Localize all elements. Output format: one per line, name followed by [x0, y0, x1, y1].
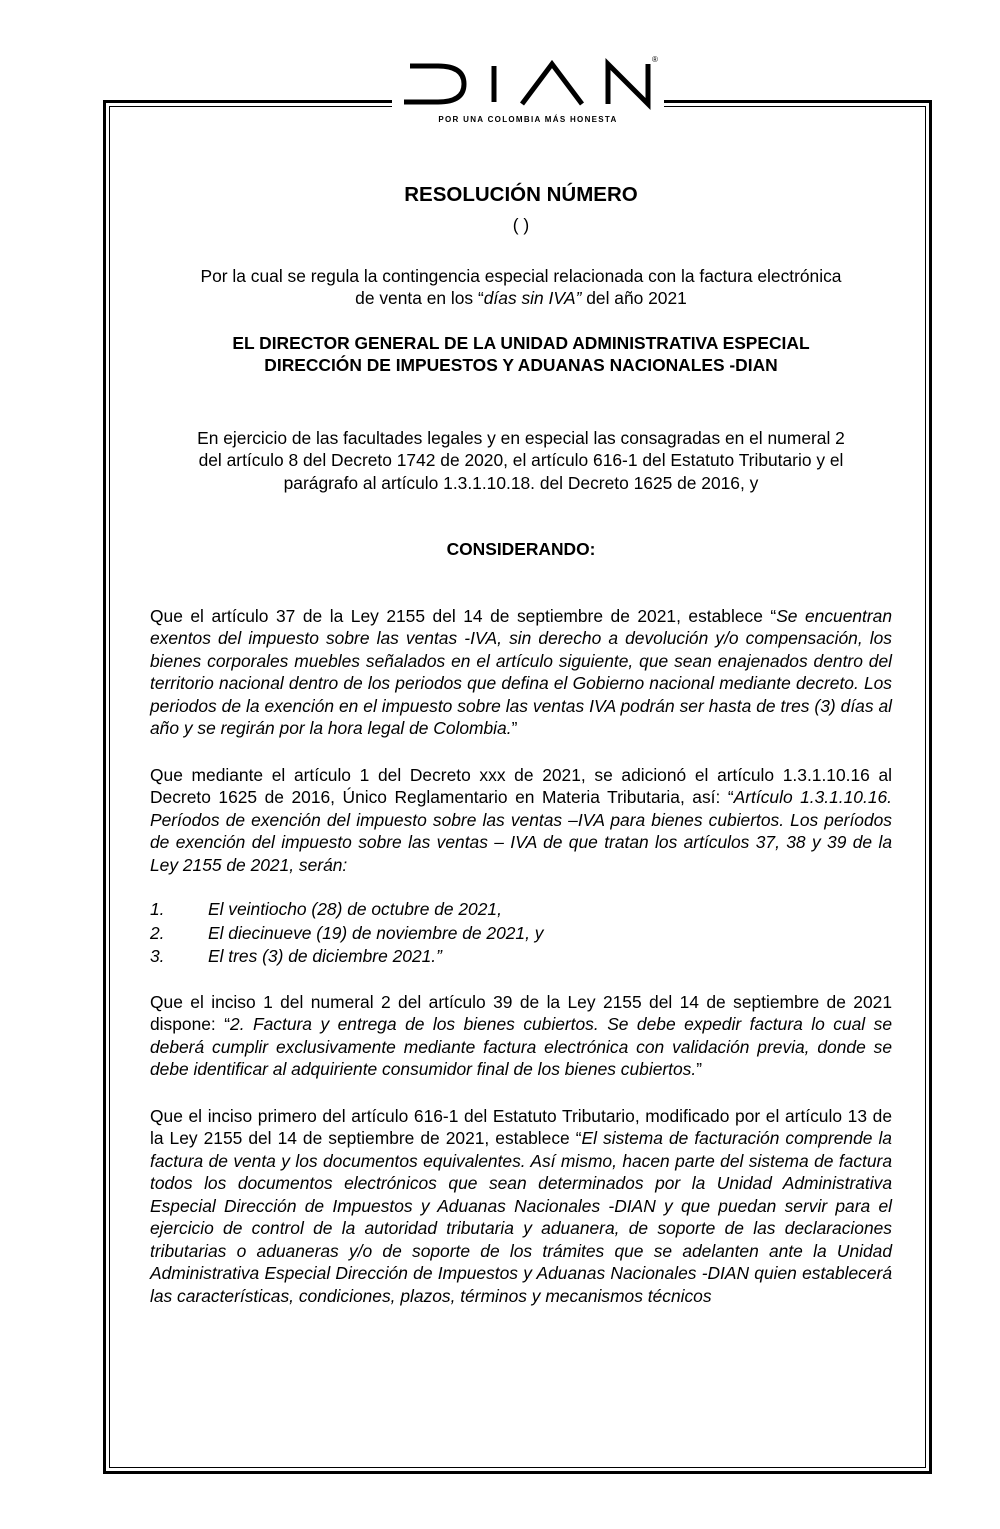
paragraph-4-text: Que el inciso primero del artículo 616-1 del Estatuto Tributario, modificado por el artículo 13 de la Ley 2155 del 14 de septiembre de 2021, establece “ [150, 1105, 892, 1148]
paragraph-3-close: ” [696, 1059, 702, 1079]
faculties [150, 427, 892, 495]
paragraph-2-text: Que mediante el artículo 1 del Decreto xxx de 2021, se adicionó el artículo 1.3.1.10.16 al Decreto 1625 de 2016, Único Reglamentario en Materia Tributaria, así: “ [150, 764, 892, 807]
subject-line-2-end: del año 2021 [581, 288, 687, 308]
subject-italic: días sin IVA” [483, 288, 582, 308]
faculties-line-1: En ejercicio de las facultades legales y en especial las consagradas en el numeral 2 [197, 427, 845, 448]
paragraph-2 [150, 764, 892, 877]
list-item-number: 1. [150, 899, 165, 919]
list-item [150, 898, 892, 922]
considerando-heading: CONSIDERANDO: [446, 539, 596, 559]
paragraph-3 [150, 991, 892, 1081]
list-item [150, 945, 892, 969]
subject-line-2-text: de venta en los “ [355, 288, 484, 308]
logo-tagline: POR UNA COLOMBIA MÁS HONESTA [438, 115, 618, 124]
subject [150, 265, 892, 310]
list-item [150, 922, 892, 946]
paragraph-1 [150, 605, 892, 740]
paragraph-1-close: ” [511, 718, 518, 738]
paragraph-2-quote: Artículo 1.3.1.10.16. Períodos de exención del impuesto sobre las ventas –IVA para bienes cubiertos. Los períodos de exención del impuesto sobre las ventas – IVA de que tratan los artículos 37, 38 y 39 de la Ley 2155 de 2021, serán: [150, 787, 892, 875]
list-item-number: 3. [150, 946, 165, 966]
director-heading [150, 332, 892, 377]
list-item-number: 2. [150, 922, 165, 943]
list-item-text: El tres (3) de diciembre 2021.” [208, 946, 442, 966]
subject-line-2 [150, 287, 892, 310]
list-item-text: El veintiocho (28) de octubre de 2021, [208, 899, 502, 919]
paragraph-3-quote: 2. Factura y entrega de los bienes cubiertos. Se debe expedir factura lo cual se deberá cumplir exclusivamente mediante factura electrónica con validación previa, donde se debe identificar al adquiriente consumidor final de los bienes cubiertos. [150, 1014, 893, 1079]
faculties-line-2: del artículo 8 del Decreto 1742 de 2020, el artículo 616-1 del Estatuto Tributario y el [198, 450, 844, 470]
paragraph-1-quote: Se encuentran exentos del impuesto sobre las ventas -IVA, sin derecho a devolución y/o compensación, los bienes corporales muebles señalados en el artículo siguiente, que sean enajenados dentro del territorio nacional dentro de los periodos que defina el Gobierno nacional mediante decreto. Los periodos de la exención en el impuesto sobre las ventas IVA podrán ser hasta de tres (3) días al año y se regirán por la hora legal de Colombia. [150, 605, 892, 738]
paragraph-3-text: Que el inciso 1 del numeral 2 del artículo 39 de la Ley 2155 del 14 de septiembre de 2021 dispone: “ [150, 991, 892, 1034]
registered-mark: ® [652, 55, 658, 64]
document-title: RESOLUCIÓN NÚMERO [404, 183, 638, 206]
paragraph-4 [150, 1105, 892, 1308]
resolution-number: ( ) [512, 215, 530, 235]
document-body [150, 180, 892, 1307]
list-item-text: El diecinueve (19) de noviembre de 2021, y [208, 922, 544, 943]
exemption-dates-list [150, 898, 892, 969]
paragraph-4-quote: El sistema de facturación comprende la factura de venta y los documentos equivalentes. Así mismo, hacen parte del sistema de factura todos los documentos electrónicos que sean determinados por la Unidad Administrativa Especial Dirección de Impuestos y Aduanas Nacionales -DIAN y que puedan servir para el ejercicio de control de la autoridad tributaria y aduanera, de soporte de las declaraciones tributarias o aduaneras y/o de soporte de los trámites que se adelanten ante la Unidad Administrativa Especial Dirección de Impuestos y Aduanas Nacionales -DIAN quien establecerá las características, condiciones, plazos, términos y mecanismos técnicos [150, 1128, 892, 1306]
subject-line-1: Por la cual se regula la contingencia especial relacionada con la factura electrónica [200, 265, 842, 286]
dian-logo-mark [400, 56, 662, 112]
paragraph-1-text: Que el artículo 37 de la Ley 2155 del 14 de septiembre de 2021, establece “ [150, 605, 777, 626]
director-line-2: DIRECCIÓN DE IMPUESTOS Y ADUANAS NACIONALES -DIAN [264, 355, 778, 375]
faculties-line-3: parágrafo al artículo 1.3.1.10.18. del Decreto 1625 de 2016, y [283, 472, 759, 493]
director-line-1: EL DIRECTOR GENERAL DE LA UNIDAD ADMINISTRATIVA ESPECIAL [232, 332, 810, 353]
